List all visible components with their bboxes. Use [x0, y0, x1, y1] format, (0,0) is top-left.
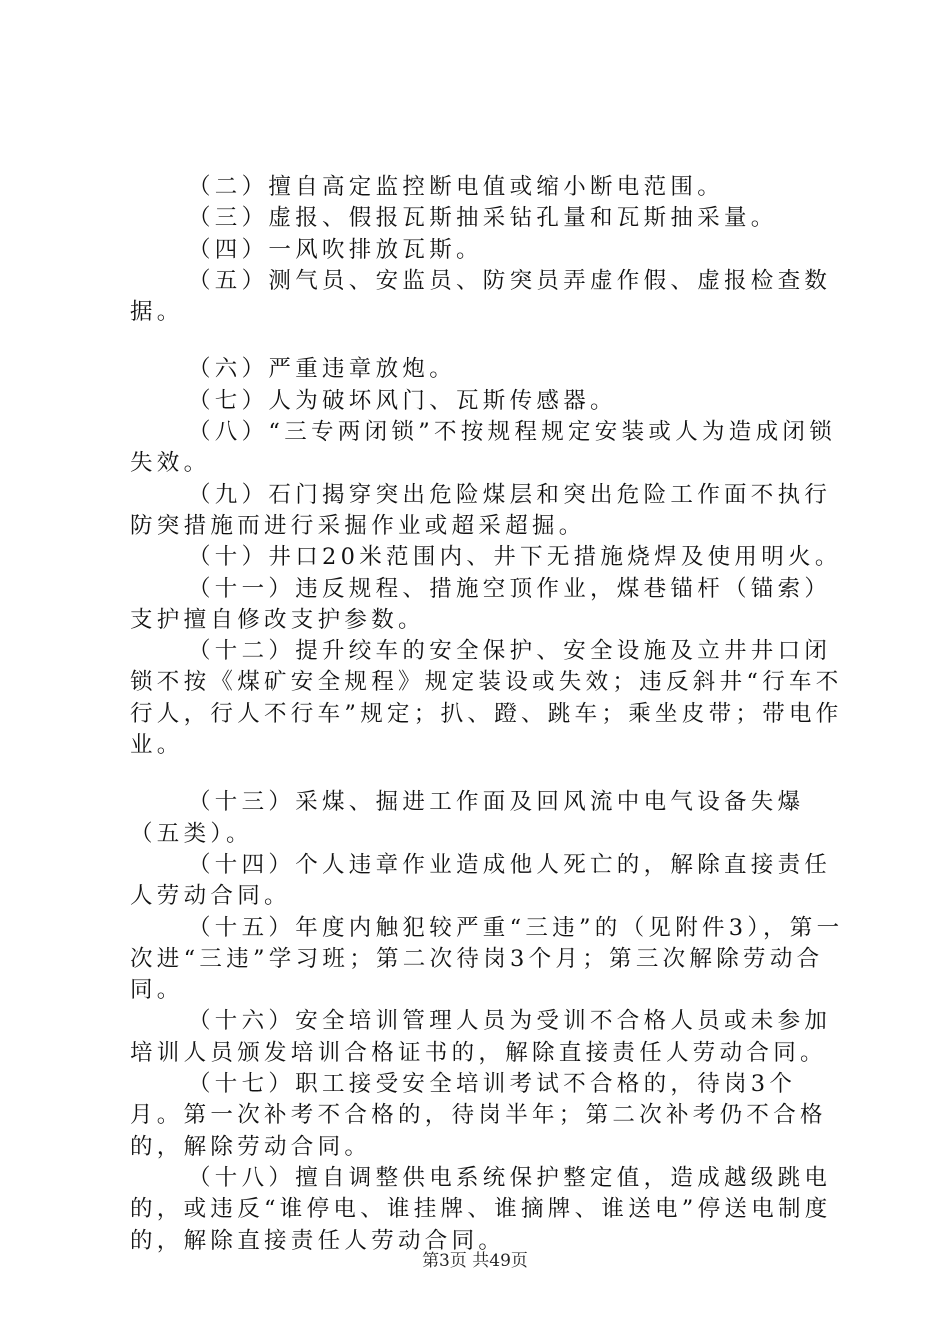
paragraph-3: （三）虚报、假报瓦斯抽采钻孔量和瓦斯抽采量。	[188, 205, 778, 232]
document-body	[130, 172, 845, 1257]
paragraph-7: （七）人为破坏风门、瓦斯传感器。	[188, 387, 617, 414]
paragraph-9: （九）石门揭穿突出危险煤层和突出危险工作面不执行防突措施而进行采掘作业或超采超掘。	[130, 481, 832, 539]
paragraph-11: （十一）违反规程、措施空顶作业，煤巷锚杆（锚索）支护擅自修改支护参数。	[130, 575, 832, 633]
paragraph-16: （十六）安全培训管理人员为受训不合格人员或未参加培训人员颁发培训合格证书的，解除直接责任人劳动合同。	[130, 1008, 832, 1066]
paragraph-13: （十三）采煤、掘进工作面及回风流中电气设备失爆（五类）。	[130, 789, 805, 847]
paragraph-2: （二）擅自高定监控断电值或缩小断电范围。	[188, 174, 725, 200]
paragraph-10: （十）井口20米范围内、井下无措施烧焊及使用明火。	[188, 544, 842, 571]
page-number-footer: 第3页 共49页	[422, 1251, 528, 1271]
paragraph-12: （十二）提升绞车的安全保护、安全设施及立井井口闭锁不按《煤矿安全规程》规定装设或失效；违反斜井“行车不行人，行人不行车”规定；扒、蹬、跳车；乘坐皮带；带电作业。	[130, 638, 843, 759]
paragraph-6: （六）严重违章放炮。	[188, 356, 457, 383]
paragraph-15: （十五）年度内触犯较严重“三违”的（见附件3），第一次进“三违”学习班；第二次待岗3个月；第三次解除劳动合同。	[130, 914, 844, 1004]
paragraph-17: （十七）职工接受安全培训考试不合格的，待岗3个月。第一次补考不合格的，待岗半年；第二次补考仍不合格的，解除劳动合同。	[130, 1071, 827, 1160]
paragraph-18: （十八）擅自调整供电系统保护整定值，造成越级跳电的，或违反“谁停电、谁挂牌、谁摘牌、谁送电”停送电制度的，解除直接责任人劳动合同。	[130, 1164, 832, 1254]
paragraph-4: （四）一风吹排放瓦斯。	[188, 236, 483, 263]
paragraph-8: （八）“三专两闭锁”不按规程规定安装或人为造成闭锁失效。	[130, 419, 837, 477]
paragraph-14: （十四）个人违章作业造成他人死亡的，解除直接责任人劳动合同。	[130, 851, 832, 910]
paragraph-5: （五）测气员、安监员、防突员弄虚作假、虚报检查数据。	[130, 267, 832, 326]
